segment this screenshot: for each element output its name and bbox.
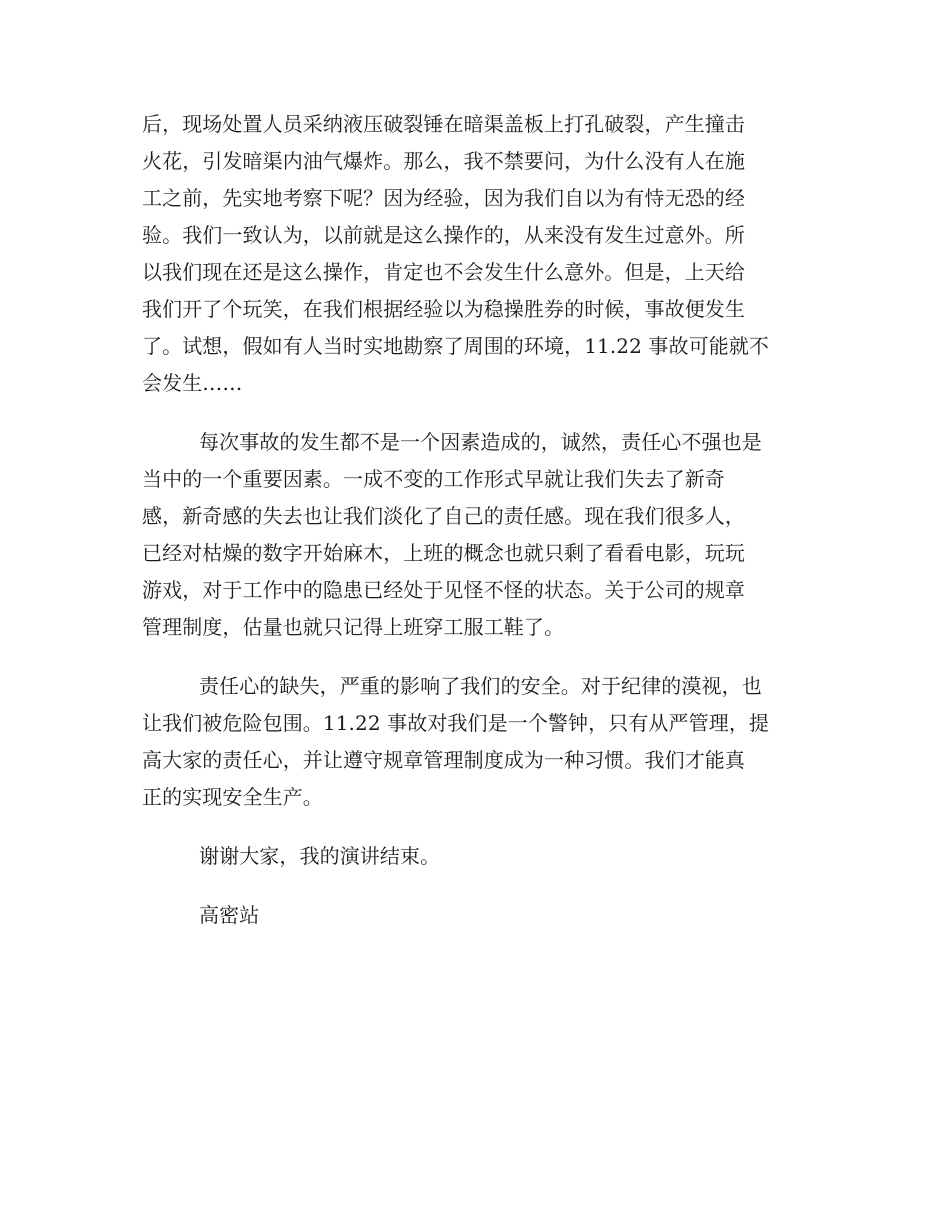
paragraph-spacer: [142, 816, 808, 838]
text-line: 工之前，先实地考察下呢？因为经验，因为我们自以为有恃无恐的经: [142, 186, 745, 210]
signature-station: [142, 897, 808, 934]
text-line: 已经对枯燥的数字开始麻木，上班的概念也就只剩了看看电影，玩玩: [142, 541, 745, 565]
text-line: 管理制度，估量也就只记得上班穿工服工鞋了。: [142, 615, 565, 639]
text-line: 以我们现在还是这么操作，肯定也不会发生什么意外。但是，上天给: [142, 260, 745, 284]
text-line: 游戏，对于工作中的隐患已经处于见怪不怪的状态。关于公司的规章: [142, 578, 745, 602]
text-line: 谢谢大家，我的演讲结束。: [199, 844, 441, 868]
text-line: 当中的一个重要因素。一成不变的工作形式早就让我们失去了新奇: [142, 467, 725, 491]
text-line: 了。试想，假如有人当时实地勘察了周围的环境，11.22 事故可能就不: [142, 334, 770, 358]
paragraph-spacer: [142, 646, 808, 668]
text-line: 高大家的责任心，并让遵守规章管理制度成为一种习惯。我们才能真: [142, 748, 745, 772]
text-line: 让我们被危险包围。11.22 事故对我们是一个警钟，只有从严管理，提: [142, 711, 770, 735]
closing-remark: [142, 838, 808, 875]
paragraph-1: [142, 106, 808, 402]
text-line: 会发生……: [142, 371, 243, 395]
text-line: 火花，引发暗渠内油气爆炸。那么，我不禁要问，为什么没有人在施: [142, 149, 745, 173]
paragraph-3: [142, 668, 808, 816]
text-line: 后，现场处置人员采纳液压破裂锤在暗渠盖板上打孔破裂，产生撞击: [142, 112, 745, 136]
paragraph-spacer: [142, 875, 808, 897]
paragraph-spacer: [142, 402, 808, 424]
text-line: 高密站: [199, 903, 260, 927]
text-line: 感，新奇感的失去也让我们淡化了自己的责任感。现在我们很多人，: [142, 504, 745, 528]
paragraph-2: [142, 424, 808, 646]
text-line: 正的实现安全生产。: [142, 785, 323, 809]
text-line: 我们开了个玩笑，在我们根据经验以为稳操胜券的时候，事故便发生: [142, 297, 745, 321]
text-line: 验。我们一致认为，以前就是这么操作的，从来没有发生过意外。所: [142, 223, 745, 247]
document-body: [142, 106, 808, 934]
text-line: 责任心的缺失，严重的影响了我们的安全。对于纪律的漠视，也: [199, 674, 762, 698]
text-line: 每次事故的发生都不是一个因素造成的，诚然，责任心不强也是: [199, 430, 762, 454]
